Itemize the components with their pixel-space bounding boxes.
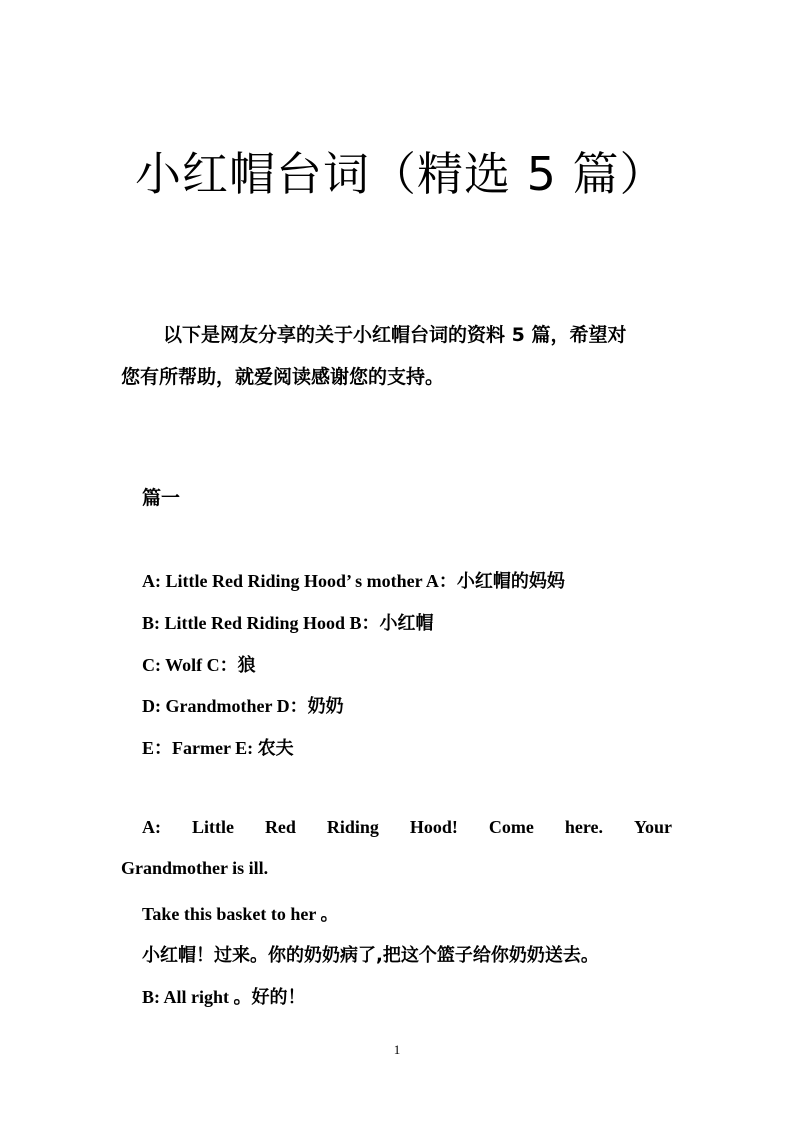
- dialogue-word: Come: [488, 817, 534, 837]
- role-line: [142, 651, 256, 677]
- role-en: B: Little Red Riding Hood B：: [142, 613, 380, 633]
- dialogue-word: Red: [264, 817, 296, 837]
- section-heading: 篇一: [142, 487, 181, 509]
- role-line: [142, 692, 344, 718]
- dialogue-word: Hood!: [409, 817, 458, 837]
- role-cn: 小红帽的妈妈: [456, 571, 565, 592]
- page-title: 小红帽台词（精选 5 篇）: [135, 147, 667, 201]
- role-line: [142, 609, 434, 635]
- dialogue-chinese-text: 小红帽！过来。你的奶奶病了,把这个篮子给你奶奶送去。: [142, 945, 599, 966]
- dialogue-word: Your: [633, 817, 672, 837]
- intro-paragraph: [121, 314, 673, 398]
- intro-line-2: 您有所帮助，就爱阅读感谢您的支持。: [121, 366, 445, 388]
- role-cn: 狼: [237, 655, 256, 676]
- dialogue-line-justified: [142, 817, 672, 838]
- role-cn: 小红帽: [379, 613, 434, 634]
- role-en: A: Little Red Riding Hood’ s mother A：: [142, 571, 457, 591]
- dialogue-word: A:: [142, 817, 161, 837]
- intro-line-1: 以下是网友分享的关于小红帽台词的资料 5 篇，希望对: [163, 324, 627, 346]
- dialogue-basket-line: Take this basket to her 。: [142, 904, 339, 924]
- role-en: E：Farmer E:: [142, 738, 258, 758]
- dialogue-chinese-line: [142, 941, 599, 967]
- dialogue-word: Little: [191, 817, 234, 837]
- role-line: [142, 734, 294, 760]
- dialogue-word: here.: [564, 817, 603, 837]
- dialogue-reply: [142, 983, 306, 1009]
- role-en: C: Wolf C：: [142, 655, 238, 675]
- role-cn: 奶奶: [307, 696, 344, 717]
- dialogue-word: Riding: [326, 817, 379, 837]
- page-number: 1: [393, 1042, 401, 1057]
- reply-cn: 好的！: [251, 987, 306, 1008]
- role-cn: 农夫: [257, 738, 294, 759]
- reply-en: B: All right 。: [142, 987, 252, 1007]
- dialogue-continuation: Grandmother is ill.: [121, 858, 269, 878]
- role-en: D: Grandmother D：: [142, 696, 308, 716]
- role-line: [142, 567, 565, 593]
